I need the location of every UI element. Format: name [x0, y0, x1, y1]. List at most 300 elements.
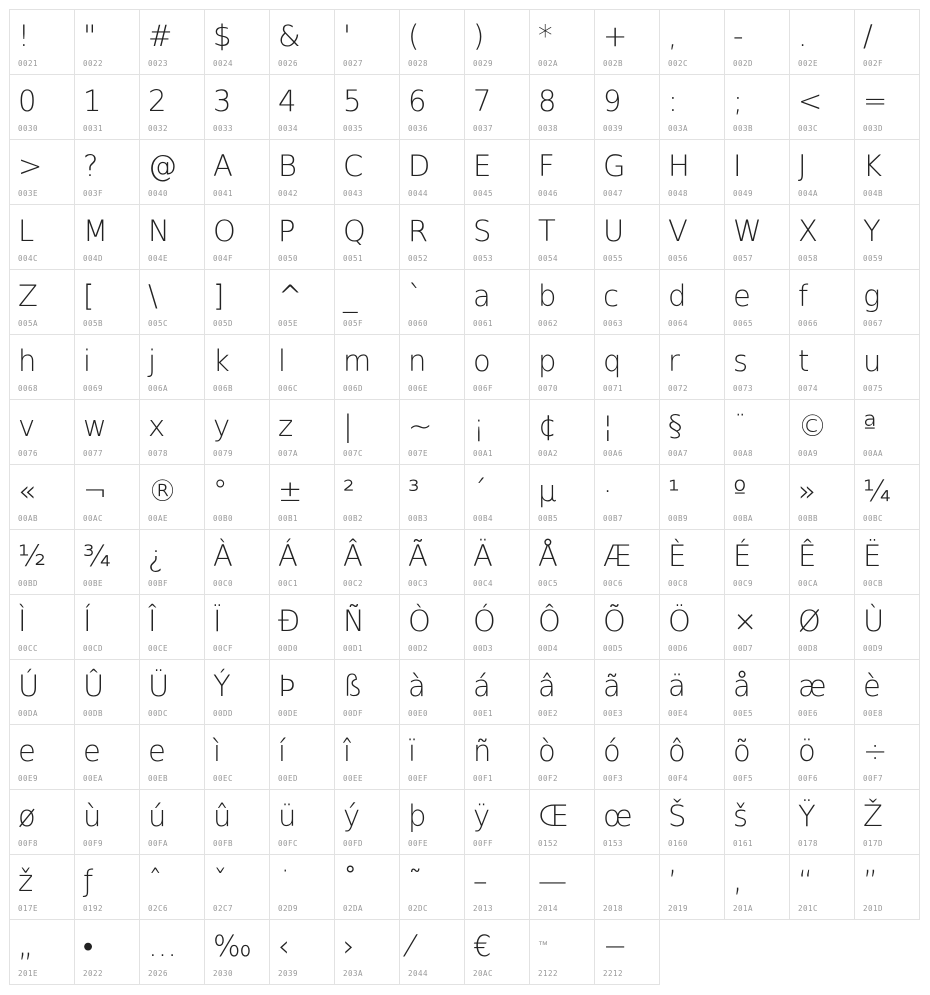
glyph-codepoint-label: 2018 [603, 904, 624, 913]
glyph-character: e [83, 734, 101, 768]
glyph-character: j [148, 344, 157, 378]
glyph-cell [334, 659, 400, 725]
glyph-character: r [668, 344, 680, 378]
glyph-character: Ü [148, 669, 170, 703]
glyph-codepoint-label: 002E [798, 59, 819, 68]
glyph-character: , [668, 19, 678, 53]
glyph-character: i [83, 344, 92, 378]
glyph-character: “ [798, 864, 814, 898]
glyph-codepoint-label: 00DC [148, 709, 169, 718]
glyph-cell [659, 334, 725, 400]
glyph-character: â [538, 669, 556, 703]
glyph-character: s [733, 344, 749, 378]
glyph-codepoint-label: 0051 [343, 254, 364, 263]
glyph-cell [854, 724, 920, 790]
glyph-character: w [83, 409, 107, 443]
glyph-cell [334, 464, 400, 530]
glyph-codepoint-label: 0043 [343, 189, 364, 198]
glyph-character: v [18, 409, 36, 443]
glyph-codepoint-label: 004D [83, 254, 104, 263]
glyph-character: • [83, 929, 94, 963]
glyph-cell [9, 399, 75, 465]
glyph-codepoint-label: 0068 [18, 384, 39, 393]
glyph-codepoint-label: 00B4 [473, 514, 494, 523]
glyph-cell [269, 789, 335, 855]
glyph-character: k [213, 344, 230, 378]
glyph-codepoint-label: 00CE [148, 644, 169, 653]
glyph-character: h [18, 344, 37, 378]
glyph-cell [529, 269, 595, 335]
glyph-codepoint-label: 002F [863, 59, 884, 68]
glyph-cell [854, 269, 920, 335]
glyph-cell [269, 464, 335, 530]
glyph-character: \ [148, 279, 158, 313]
glyph-character: Ú [18, 669, 40, 703]
glyph-codepoint-label: 0047 [603, 189, 624, 198]
glyph-codepoint-label: 00C2 [343, 579, 364, 588]
glyph-cell [74, 74, 140, 140]
glyph-codepoint-label: 0038 [538, 124, 559, 133]
glyph-cell [74, 464, 140, 530]
glyph-character: Œ [538, 799, 570, 833]
glyph-cell [74, 594, 140, 660]
glyph-codepoint-label: 004C [18, 254, 39, 263]
glyph-character: R [408, 214, 429, 248]
glyph-codepoint-label: 00D0 [278, 644, 299, 653]
glyph-codepoint-label: 00D3 [473, 644, 494, 653]
glyph-cell [854, 529, 920, 595]
glyph-cell [529, 399, 595, 465]
glyph-character: ˙ [278, 864, 293, 898]
glyph-cell [594, 334, 660, 400]
glyph-cell [9, 919, 75, 985]
glyph-cell [74, 854, 140, 920]
glyph-codepoint-label: 0037 [473, 124, 494, 133]
glyph-cell [659, 724, 725, 790]
glyph-cell [724, 659, 790, 725]
glyph-codepoint-label: 2122 [538, 969, 559, 978]
glyph-codepoint-label: 0040 [148, 189, 169, 198]
glyph-character: Ë [863, 539, 882, 573]
glyph-character: ‰ [213, 929, 252, 963]
glyph-cell [464, 9, 530, 75]
glyph-character: ö [798, 734, 816, 768]
glyph-cell [529, 724, 595, 790]
glyph-cell [659, 529, 725, 595]
glyph-codepoint-label: 00AC [83, 514, 104, 523]
glyph-cell [464, 334, 530, 400]
glyph-codepoint-label: 0031 [83, 124, 104, 133]
glyph-codepoint-label: 0035 [343, 124, 364, 133]
glyph-codepoint-label: 0066 [798, 319, 819, 328]
glyph-cell [269, 529, 335, 595]
glyph-codepoint-label: 2039 [278, 969, 299, 978]
glyph-character: î [343, 734, 352, 768]
glyph-cell [269, 9, 335, 75]
glyph-codepoint-label: 0064 [668, 319, 689, 328]
glyph-cell [659, 594, 725, 660]
glyph-character: ‹ [278, 929, 290, 963]
glyph-character: ï [408, 734, 417, 768]
glyph-cell [529, 9, 595, 75]
glyph-codepoint-label: 0030 [18, 124, 39, 133]
glyph-codepoint-label: 0076 [18, 449, 39, 458]
glyph-character: G [603, 149, 626, 183]
glyph-cell [139, 204, 205, 270]
glyph-codepoint-label: 006C [278, 384, 299, 393]
glyph-codepoint-label: 006A [148, 384, 169, 393]
glyph-grid [9, 9, 919, 984]
glyph-cell [789, 269, 855, 335]
glyph-codepoint-label: 00C5 [538, 579, 559, 588]
glyph-character: Ù [863, 604, 885, 638]
glyph-character: P [278, 214, 296, 248]
glyph-character: × [733, 604, 758, 638]
glyph-character: # [148, 19, 173, 53]
glyph-cell [9, 204, 75, 270]
glyph-character: Ø [798, 604, 821, 638]
glyph-cell [659, 854, 725, 920]
glyph-codepoint-label: 00A1 [473, 449, 494, 458]
glyph-codepoint-label: 2030 [213, 969, 234, 978]
glyph-cell [724, 204, 790, 270]
glyph-codepoint-label: 0033 [213, 124, 234, 133]
glyph-cell [334, 594, 400, 660]
glyph-cell [9, 724, 75, 790]
glyph-character: Ì [18, 604, 27, 638]
glyph-character: ù [83, 799, 102, 833]
glyph-codepoint-label: 2026 [148, 969, 169, 978]
glyph-codepoint-label: 0079 [213, 449, 234, 458]
glyph-codepoint-label: 2022 [83, 969, 104, 978]
glyph-codepoint-label: 0044 [408, 189, 429, 198]
glyph-codepoint-label: 0049 [733, 189, 754, 198]
glyph-codepoint-label: 003A [668, 124, 689, 133]
glyph-codepoint-label: 0029 [473, 59, 494, 68]
glyph-cell [9, 9, 75, 75]
glyph-codepoint-label: 0034 [278, 124, 299, 133]
glyph-character: Ê [798, 539, 817, 573]
glyph-character: ¡ [473, 409, 485, 443]
glyph-character: ¼ [863, 474, 892, 508]
glyph-character: . [798, 19, 808, 53]
glyph-codepoint-label: 00A8 [733, 449, 754, 458]
glyph-cell [269, 724, 335, 790]
glyph-character: : [668, 84, 678, 118]
glyph-cell [74, 9, 140, 75]
glyph-character: ® [148, 474, 177, 508]
glyph-character: _ [343, 279, 358, 313]
glyph-cell [334, 9, 400, 75]
glyph-character: è [863, 669, 881, 703]
glyph-character: $ [213, 19, 232, 53]
glyph-codepoint-label: 0153 [603, 839, 624, 848]
glyph-codepoint-label: 007A [278, 449, 299, 458]
glyph-codepoint-label: 0072 [668, 384, 689, 393]
glyph-cell [789, 204, 855, 270]
glyph-codepoint-label: 00E2 [538, 709, 559, 718]
glyph-character: º [733, 474, 747, 508]
glyph-cell [139, 594, 205, 660]
glyph-character: ‚ [733, 864, 743, 898]
glyph-cell [334, 399, 400, 465]
glyph-character: ì [213, 734, 222, 768]
glyph-cell [594, 139, 660, 205]
glyph-codepoint-label: 0041 [213, 189, 234, 198]
glyph-codepoint-label: 00C9 [733, 579, 754, 588]
glyph-codepoint-label: 2013 [473, 904, 494, 913]
glyph-codepoint-label: 00D9 [863, 644, 884, 653]
glyph-cell [854, 464, 920, 530]
glyph-codepoint-label: 02DA [343, 904, 364, 913]
glyph-codepoint-label: 0067 [863, 319, 884, 328]
glyph-cell [139, 139, 205, 205]
glyph-codepoint-label: 00E3 [603, 709, 624, 718]
glyph-cell [334, 919, 400, 985]
glyph-codepoint-label: 00D4 [538, 644, 559, 653]
glyph-cell [269, 659, 335, 725]
glyph-cell [594, 789, 660, 855]
glyph-codepoint-label: 00EA [83, 774, 104, 783]
glyph-codepoint-label: 0160 [668, 839, 689, 848]
glyph-codepoint-label: 201A [733, 904, 754, 913]
glyph-codepoint-label: 00DD [213, 709, 234, 718]
glyph-character: @ [148, 149, 177, 183]
glyph-codepoint-label: 0039 [603, 124, 624, 133]
glyph-cell [9, 789, 75, 855]
glyph-character: = [863, 84, 888, 118]
glyph-cell [789, 724, 855, 790]
glyph-cell [399, 204, 465, 270]
glyph-cell [204, 464, 270, 530]
glyph-character: ` [408, 279, 423, 313]
glyph-codepoint-label: 0065 [733, 319, 754, 328]
glyph-codepoint-label: 002B [603, 59, 624, 68]
glyph-codepoint-label: 0050 [278, 254, 299, 263]
glyph-character: „ [18, 929, 34, 963]
glyph-cell [724, 724, 790, 790]
glyph-cell [594, 724, 660, 790]
glyph-cell [399, 139, 465, 205]
glyph-character: ´ [473, 474, 488, 508]
glyph-cell [334, 724, 400, 790]
glyph-character: S [473, 214, 492, 248]
glyph-codepoint-label: 00CC [18, 644, 39, 653]
glyph-cell [789, 74, 855, 140]
glyph-character: c [603, 279, 619, 313]
glyph-codepoint-label: 00B2 [343, 514, 364, 523]
glyph-character: q [603, 344, 622, 378]
glyph-character: e [148, 734, 166, 768]
glyph-character: Ž [863, 799, 883, 833]
glyph-cell [724, 529, 790, 595]
glyph-codepoint-label: 02C6 [148, 904, 169, 913]
glyph-character: À [213, 539, 233, 573]
glyph-codepoint-label: 006E [408, 384, 429, 393]
glyph-codepoint-label: 00E8 [863, 709, 884, 718]
glyph-character: x [148, 409, 166, 443]
glyph-character: Á [278, 539, 298, 573]
glyph-character: ÷ [863, 734, 888, 768]
glyph-codepoint-label: 0077 [83, 449, 104, 458]
glyph-character: ’ [668, 864, 678, 898]
glyph-cell [334, 139, 400, 205]
glyph-codepoint-label: 0075 [863, 384, 884, 393]
glyph-codepoint-label: 201E [18, 969, 39, 978]
glyph-character: y [213, 409, 231, 443]
glyph-cell [464, 269, 530, 335]
glyph-codepoint-label: 00D8 [798, 644, 819, 653]
glyph-codepoint-label: 02DC [408, 904, 429, 913]
glyph-character: Â [343, 539, 363, 573]
glyph-character: f [798, 279, 809, 313]
glyph-character: – [473, 864, 488, 898]
glyph-cell [204, 854, 270, 920]
glyph-codepoint-label: 0046 [538, 189, 559, 198]
glyph-cell [529, 74, 595, 140]
glyph-codepoint-label: 2014 [538, 904, 559, 913]
glyph-cell [139, 464, 205, 530]
glyph-cell [529, 789, 595, 855]
glyph-cell [204, 529, 270, 595]
glyph-character: ± [278, 474, 303, 508]
glyph-codepoint-label: 004F [213, 254, 234, 263]
glyph-character: » [798, 474, 816, 508]
glyph-character: Ã [408, 539, 428, 573]
glyph-character: 8 [538, 84, 557, 118]
glyph-codepoint-label: 00BF [148, 579, 169, 588]
glyph-character: A [213, 149, 233, 183]
glyph-codepoint-label: 2019 [668, 904, 689, 913]
glyph-codepoint-label: 004B [863, 189, 884, 198]
glyph-character: m [343, 344, 372, 378]
glyph-character: T [538, 214, 556, 248]
glyph-codepoint-label: 02C7 [213, 904, 234, 913]
glyph-codepoint-label: 0052 [408, 254, 429, 263]
glyph-codepoint-label: 00DE [278, 709, 299, 718]
glyph-character: ž [18, 864, 34, 898]
glyph-codepoint-label: 0063 [603, 319, 624, 328]
glyph-character: œ [603, 799, 633, 833]
glyph-codepoint-label: 0074 [798, 384, 819, 393]
glyph-character: Ä [473, 539, 493, 573]
glyph-cell [139, 74, 205, 140]
glyph-cell [139, 269, 205, 335]
glyph-cell [9, 269, 75, 335]
glyph-character: F [538, 149, 555, 183]
glyph-character: Z [18, 279, 38, 313]
glyph-cell [724, 789, 790, 855]
glyph-cell [594, 659, 660, 725]
glyph-character: ò [538, 734, 556, 768]
glyph-codepoint-label: 017E [18, 904, 39, 913]
glyph-cell [399, 919, 465, 985]
glyph-character: < [798, 84, 823, 118]
glyph-cell [789, 594, 855, 660]
glyph-character: æ [798, 669, 827, 703]
glyph-character: ! [18, 19, 30, 53]
glyph-codepoint-label: 00E6 [798, 709, 819, 718]
glyph-cell [399, 724, 465, 790]
glyph-character: 3 [213, 84, 232, 118]
glyph-character: Ñ [343, 604, 365, 638]
glyph-codepoint-label: 00B9 [668, 514, 689, 523]
glyph-cell [334, 789, 400, 855]
glyph-cell [724, 854, 790, 920]
glyph-cell [724, 594, 790, 660]
glyph-cell [9, 594, 75, 660]
glyph-cell [724, 9, 790, 75]
glyph-codepoint-label: 00B5 [538, 514, 559, 523]
glyph-codepoint-label: 0028 [408, 59, 429, 68]
glyph-character: ( [408, 19, 420, 53]
glyph-codepoint-label: 0192 [83, 904, 104, 913]
glyph-cell [464, 659, 530, 725]
glyph-cell [464, 789, 530, 855]
glyph-codepoint-label: 0054 [538, 254, 559, 263]
glyph-codepoint-label: 002C [668, 59, 689, 68]
glyph-codepoint-label: 0070 [538, 384, 559, 393]
glyph-character: ? [83, 149, 99, 183]
glyph-cell [529, 529, 595, 595]
glyph-codepoint-label: 00B0 [213, 514, 234, 523]
glyph-cell [789, 854, 855, 920]
glyph-character: H [668, 149, 690, 183]
glyph-codepoint-label: 005F [343, 319, 364, 328]
glyph-character: © [798, 409, 827, 443]
glyph-codepoint-label: 201D [863, 904, 884, 913]
glyph-codepoint-label: 005B [83, 319, 104, 328]
glyph-cell [139, 724, 205, 790]
glyph-codepoint-label: 0078 [148, 449, 169, 458]
glyph-cell [74, 269, 140, 335]
glyph-cell [204, 399, 270, 465]
glyph-character: * [538, 19, 553, 53]
glyph-codepoint-label: 00E0 [408, 709, 429, 718]
glyph-character: ƒ [83, 864, 94, 898]
glyph-cell [334, 74, 400, 140]
glyph-cell [659, 74, 725, 140]
glyph-cell [399, 399, 465, 465]
glyph-cell [464, 464, 530, 530]
glyph-character: È [668, 539, 687, 573]
glyph-character: V [668, 214, 688, 248]
glyph-codepoint-label: 003F [83, 189, 104, 198]
glyph-cell [269, 139, 335, 205]
glyph-character: 2 [148, 84, 167, 118]
glyph-codepoint-label: 00FE [408, 839, 429, 848]
glyph-character: " [83, 19, 97, 53]
glyph-codepoint-label: 00FD [343, 839, 364, 848]
glyph-character: W [733, 214, 762, 248]
glyph-codepoint-label: 00C8 [668, 579, 689, 588]
glyph-codepoint-label: 00CD [83, 644, 104, 653]
glyph-character: L [18, 214, 35, 248]
glyph-character: ” [863, 864, 879, 898]
glyph-character: 6 [408, 84, 427, 118]
glyph-character: š [733, 799, 749, 833]
glyph-cell [594, 74, 660, 140]
glyph-codepoint-label: 017D [863, 839, 884, 848]
glyph-codepoint-label: 00CA [798, 579, 819, 588]
glyph-cell [399, 594, 465, 660]
glyph-character: g [863, 279, 881, 313]
glyph-cell [854, 854, 920, 920]
glyph-cell [724, 269, 790, 335]
glyph-codepoint-label: 003D [863, 124, 884, 133]
glyph-cell [204, 139, 270, 205]
glyph-cell [594, 204, 660, 270]
